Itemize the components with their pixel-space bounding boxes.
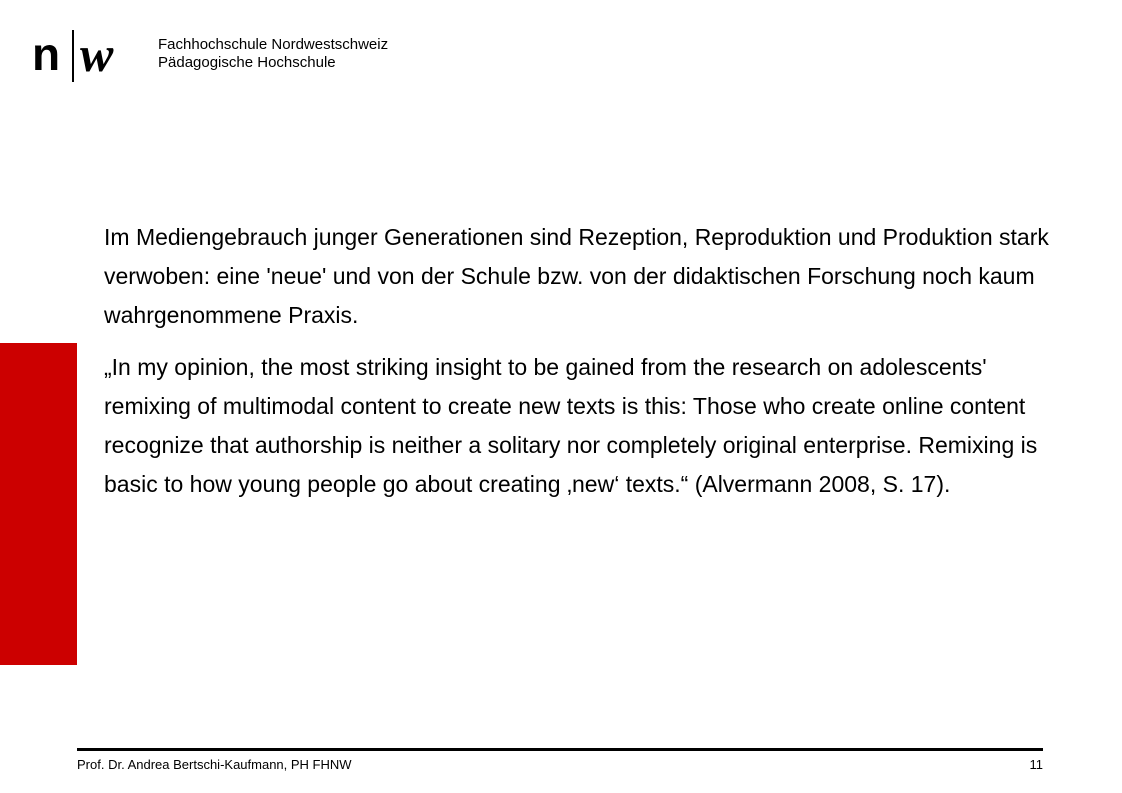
slide-content [104,218,1064,504]
institution-line-2: Pädagogische Hochschule [158,54,336,71]
footer-author: Prof. Dr. Andrea Bertschi-Kaufmann, PH FHNW [77,757,352,772]
institution-name [158,36,388,72]
footer-divider [77,748,1043,751]
red-accent-bar [0,343,77,665]
page-number: 11 [1029,757,1043,772]
quote-paragraph: „In my opinion, the most striking insight to be gained from the research on adolescents' remixing of multimodal content to create new texts is this: Those who create online content recognize that authorship is neither a solitary nor completely original enterprise. Remixing is basic to how young people go about creating ‚new‘ texts.“ (Alvermann 2008, S. 17). [104,354,1038,497]
logo-letter-n: n [32,28,60,80]
institution-line-1: Fachhochschule Nordwestschweiz [158,36,389,53]
logo-divider [72,30,74,82]
intro-paragraph: Im Mediengebrauch junger Generationen sind Rezeption, Reproduktion und Produktion stark verwoben: eine 'neue' und von der Schule bzw. von der didaktischen Forschung noch kaum wahrgenommene Praxis. [104,224,1049,328]
logo-letter-w: w [80,26,114,82]
